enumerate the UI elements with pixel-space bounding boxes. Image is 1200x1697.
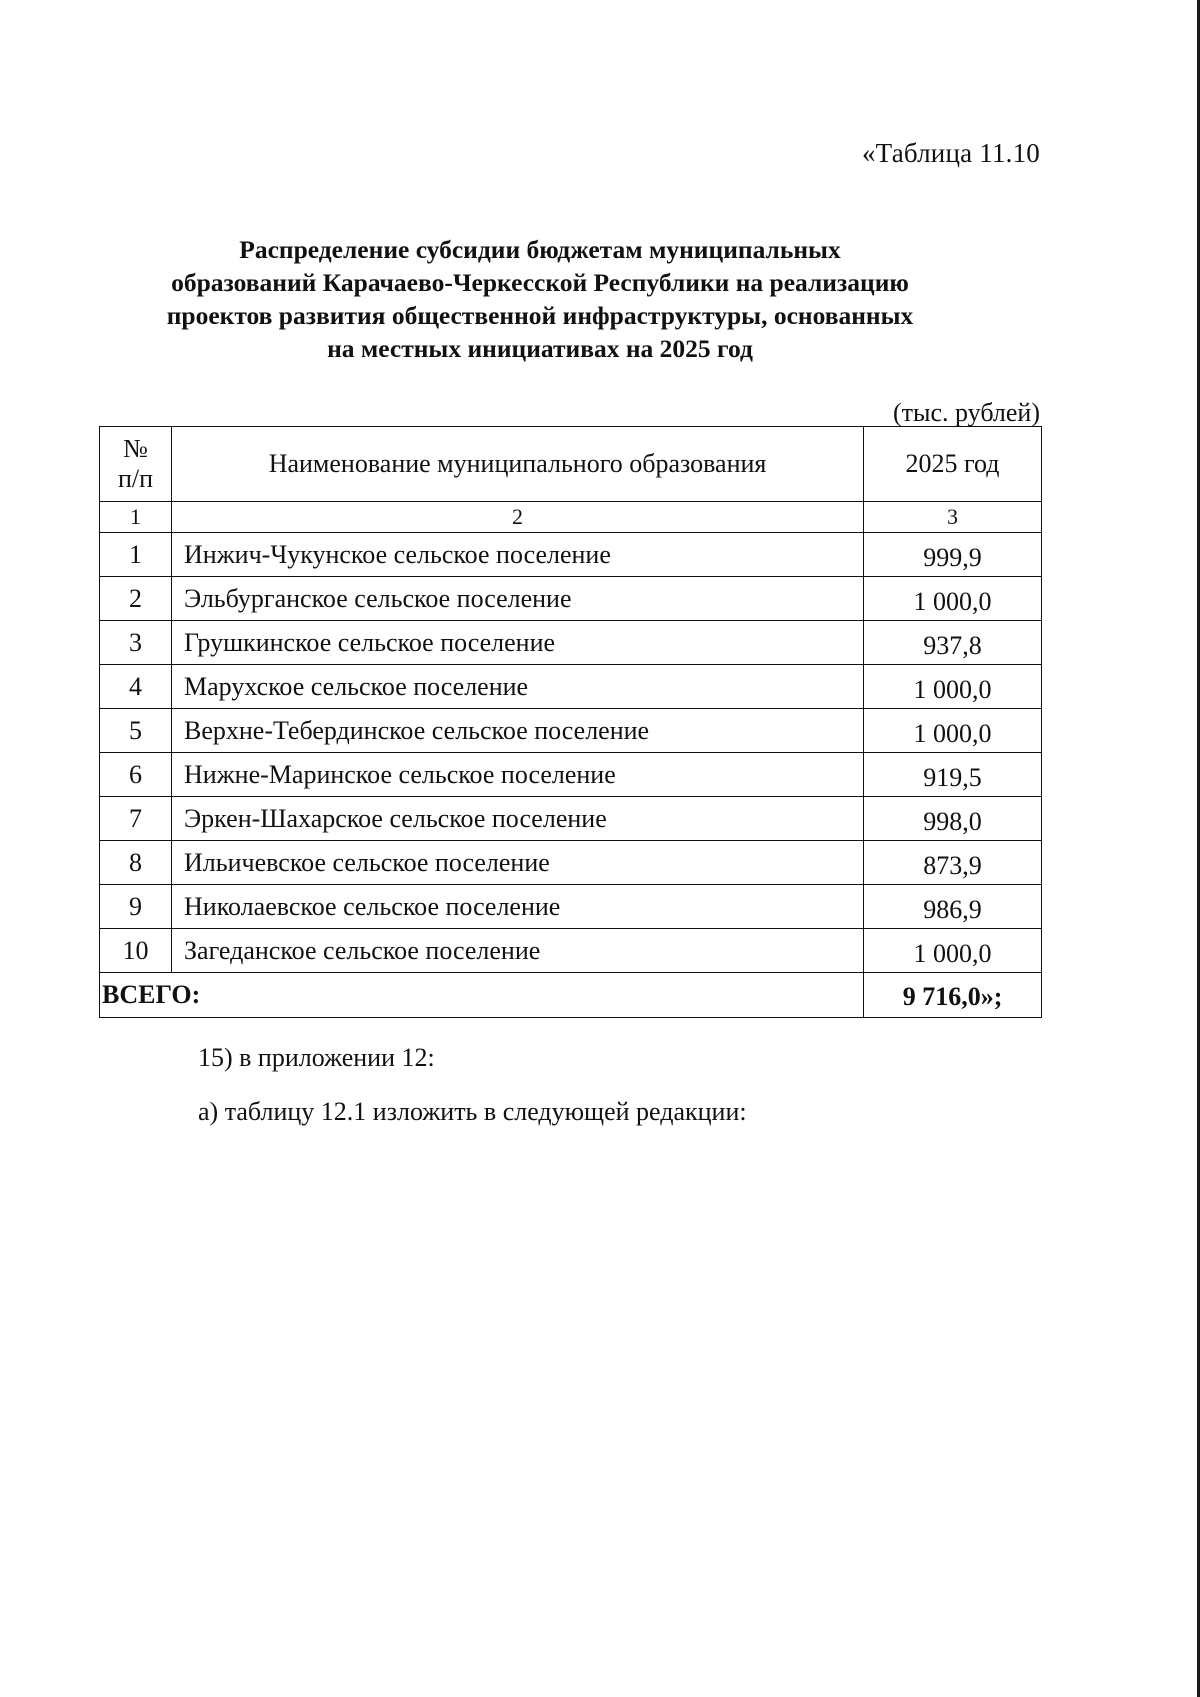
row-name: Нижне-Маринское сельское поселение	[172, 753, 864, 797]
row-name: Эркен-Шахарское сельское поселение	[172, 797, 864, 841]
row-value: 919,5	[864, 753, 1042, 797]
header-year: 2025 год	[864, 427, 1042, 502]
row-value: 873,9	[864, 841, 1042, 885]
units-note: (тыс. рублей)	[892, 398, 1040, 427]
table-row	[100, 709, 1042, 753]
table-row	[100, 885, 1042, 929]
column-number: 2	[172, 502, 864, 533]
row-name: Николаевское сельское поселение	[172, 885, 864, 929]
row-number: 9	[100, 885, 172, 929]
row-value: 986,9	[864, 885, 1042, 929]
table-header-row	[100, 427, 1042, 502]
row-value: 1 000,0	[864, 709, 1042, 753]
row-number: 8	[100, 841, 172, 885]
row-value: 937,8	[864, 621, 1042, 665]
title-line: на местных инициативах на 2025 год	[327, 334, 753, 363]
table-row	[100, 753, 1042, 797]
subsidy-table	[99, 426, 1042, 1018]
header-name: Наименование муниципального образования	[172, 427, 864, 502]
total-value: 9 716,0»;	[864, 973, 1042, 1018]
header-number-line2: п/п	[117, 464, 154, 493]
row-name: Эльбурганское сельское поселение	[172, 577, 864, 621]
header-number	[100, 427, 172, 502]
table-row	[100, 841, 1042, 885]
table-row	[100, 577, 1042, 621]
title-line: образований Карачаево-Черкесской Республики на реализацию	[171, 268, 909, 297]
row-number: 10	[100, 929, 172, 973]
column-number-row	[100, 502, 1042, 533]
row-name: Грушкинское сельское поселение	[172, 621, 864, 665]
table-row	[100, 929, 1042, 973]
row-name: Ильичевское сельское поселение	[172, 841, 864, 885]
row-name: Верхне-Тебердинское сельское поселение	[172, 709, 864, 753]
total-label: ВСЕГО:	[100, 973, 864, 1018]
row-number: 2	[100, 577, 172, 621]
row-value: 1 000,0	[864, 929, 1042, 973]
title-line: Распределение субсидии бюджетам муниципальных	[239, 235, 841, 264]
title-line: проектов развития общественной инфраструктуры, основанных	[166, 301, 914, 330]
table-total-row	[100, 973, 1042, 1018]
row-value: 999,9	[864, 533, 1042, 577]
table-label: «Таблица 11.10	[861, 138, 1040, 168]
document-title	[130, 233, 950, 365]
column-number: 1	[100, 502, 172, 533]
row-value: 998,0	[864, 797, 1042, 841]
row-name: Марухское сельское поселение	[172, 665, 864, 709]
row-number: 7	[100, 797, 172, 841]
row-value: 1 000,0	[864, 577, 1042, 621]
header-number-line1: №	[123, 434, 148, 463]
table-row	[100, 797, 1042, 841]
paragraph: 15) в приложении 12:	[198, 1043, 435, 1072]
column-number: 3	[864, 502, 1042, 533]
table-row	[100, 621, 1042, 665]
row-name: Загеданское сельское поселение	[172, 929, 864, 973]
row-name: Инжич-Чукунское сельское поселение	[172, 533, 864, 577]
row-number: 1	[100, 533, 172, 577]
row-value: 1 000,0	[864, 665, 1042, 709]
table-row	[100, 665, 1042, 709]
row-number: 4	[100, 665, 172, 709]
paragraph: а) таблицу 12.1 изложить в следующей редакции:	[198, 1097, 747, 1126]
row-number: 5	[100, 709, 172, 753]
table-row	[100, 533, 1042, 577]
row-number: 3	[100, 621, 172, 665]
row-number: 6	[100, 753, 172, 797]
